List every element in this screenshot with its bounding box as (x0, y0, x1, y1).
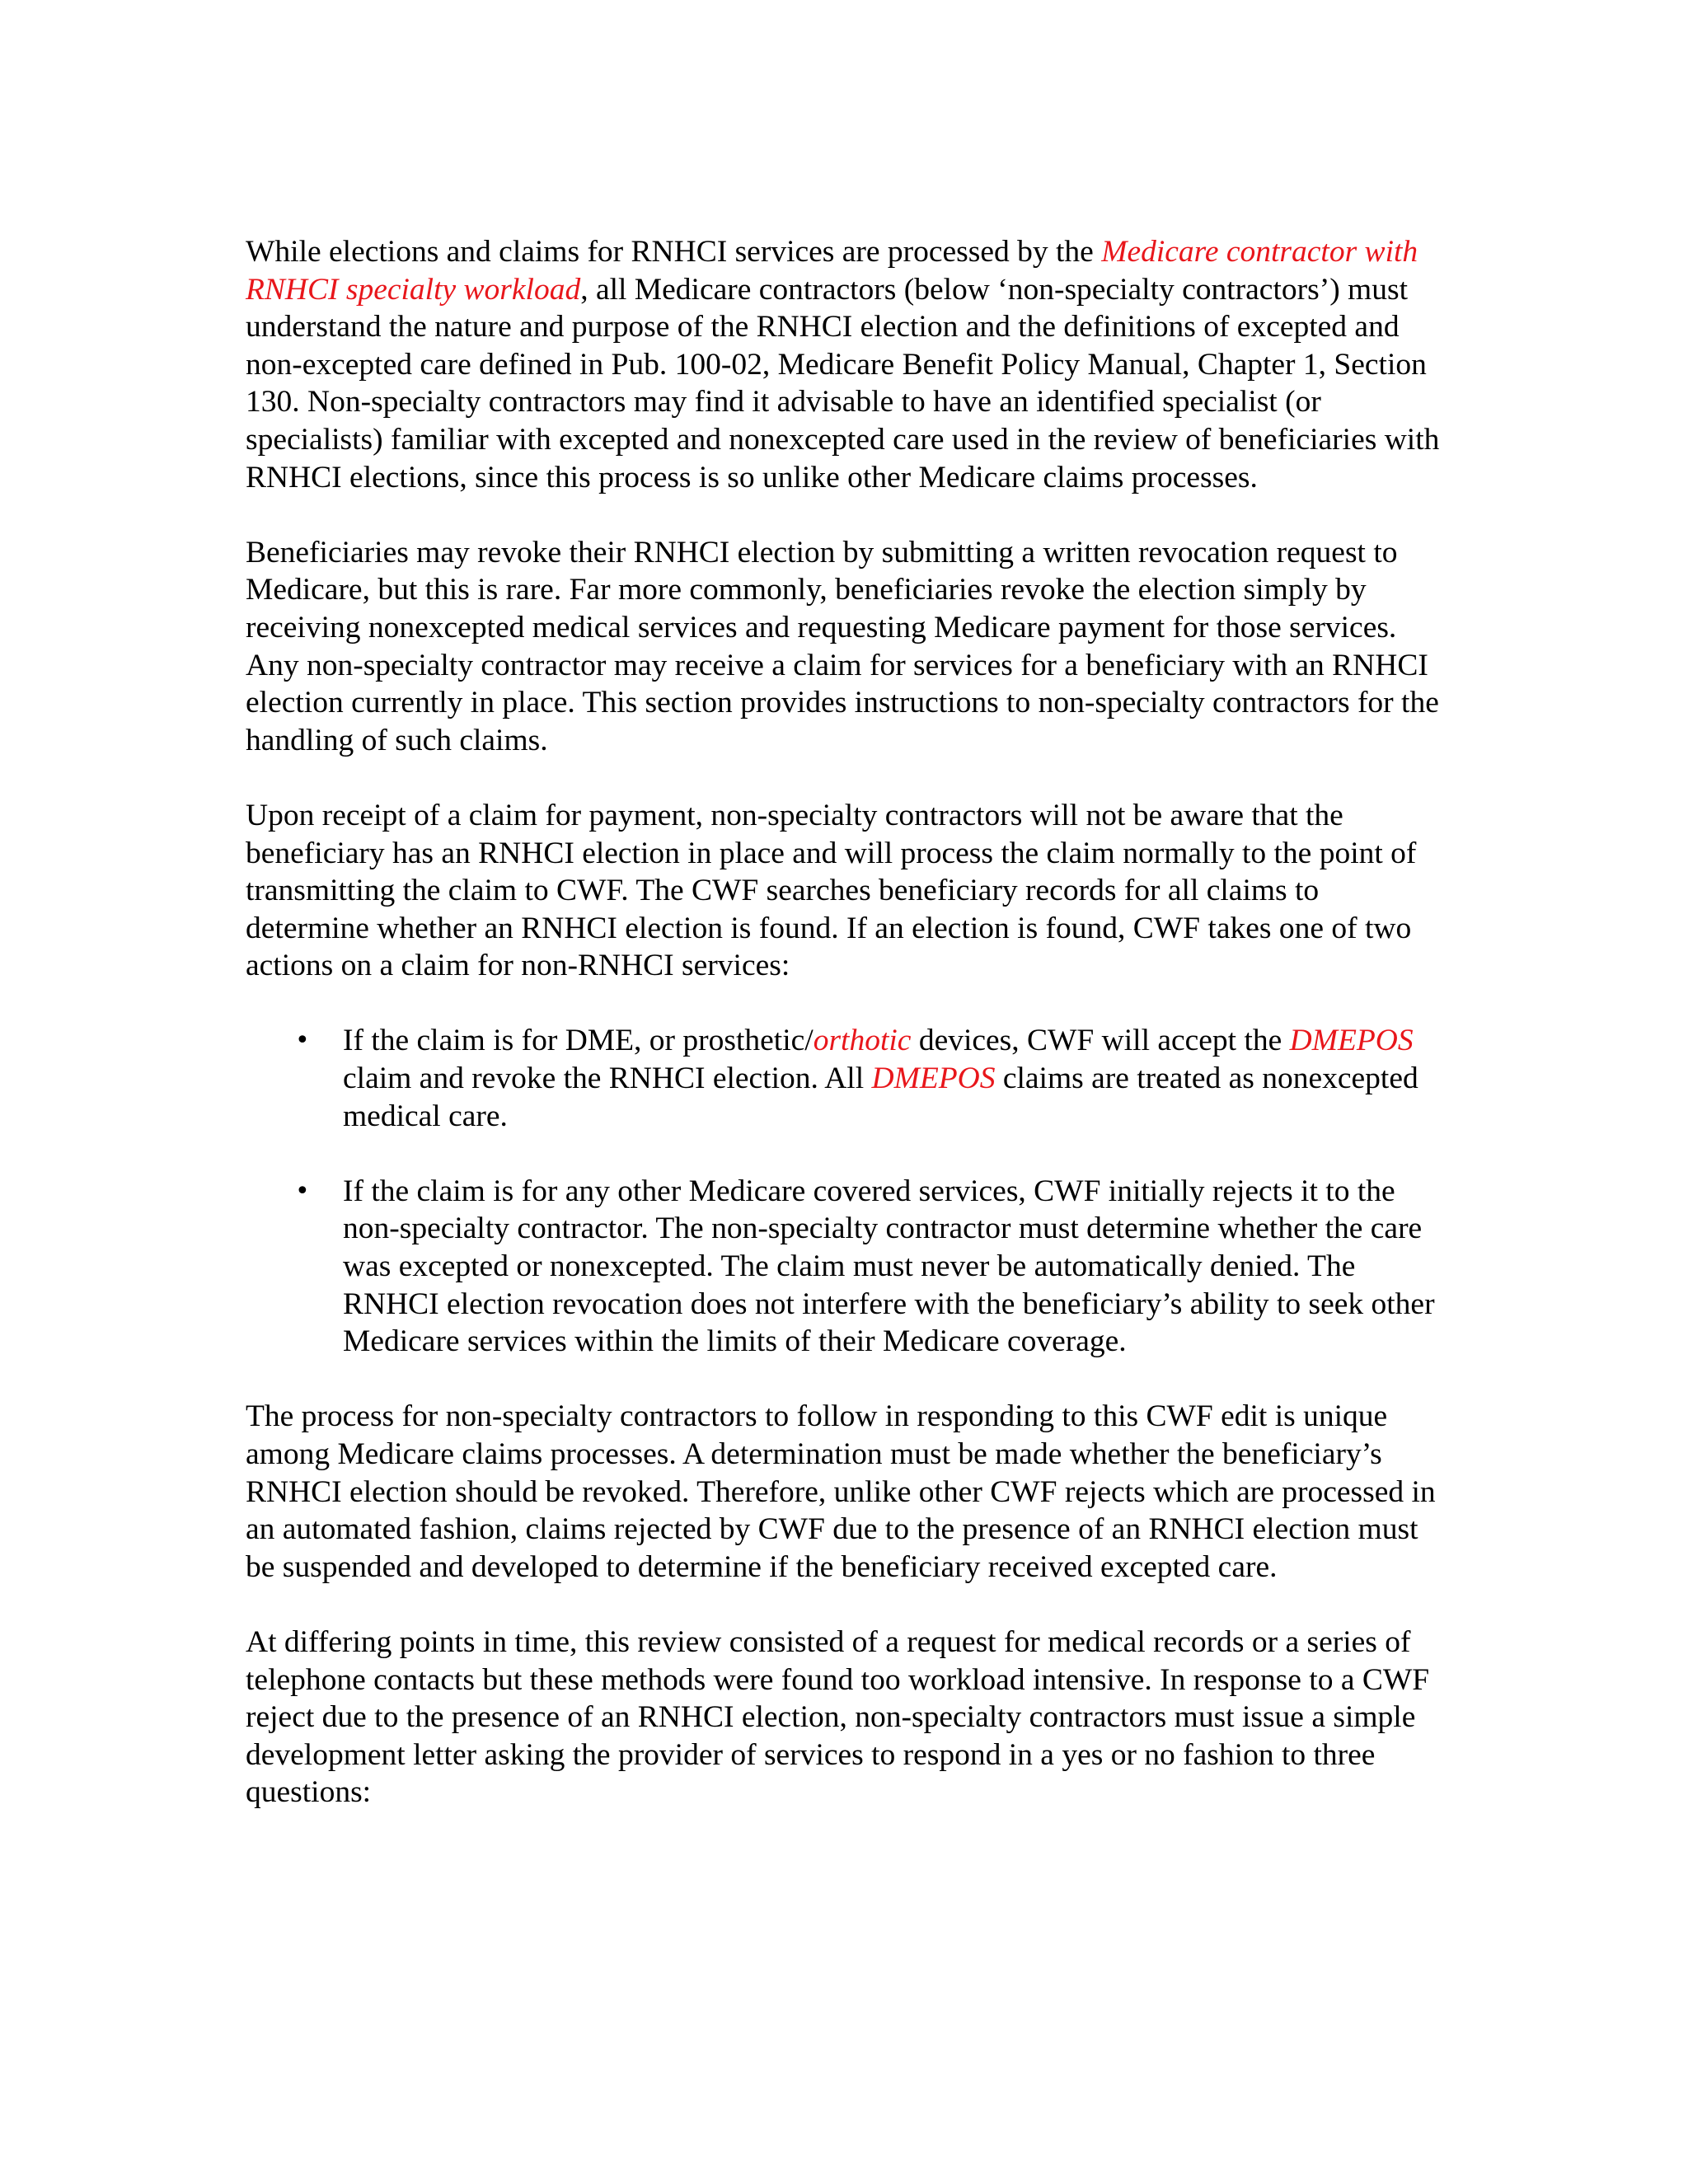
paragraph-cwf-edit-process: The process for non-specialty contractors to follow in responding to this CWF edit is unique among Medicare claims processes. A determination must be made whether the beneficiary’s RNHCI election should be revoked. Therefore, unlike other CWF rejects which are processed in an automated fashion, claims rejected by CWF due to the presence of an RNHCI election must be suspended and developed to determine if the beneficiary received excepted care. (246, 1399, 1436, 1584)
bullet-item-dmepos (246, 1022, 1441, 1135)
paragraph-development-letter: At differing points in time, this review consisted of a request for medical records or a series of telephone contacts but these methods were found too workload intensive. In response to a CWF reject due to the presence of an RNHCI election, non-specialty contractors must issue a simple development letter asking the provider of services to respond in a yes or no fashion to three questions: (246, 1624, 1430, 1810)
text-segment: claim and revoke the RNHCI election. All (343, 1062, 872, 1096)
highlight-contractor-name: Medicare contractor with RNHCI specialty workload (246, 235, 1418, 307)
highlight-dmepos: DMEPOS (1289, 1024, 1414, 1058)
bullet-item-other-services (246, 1173, 1441, 1361)
paragraph-rnhci-processing (246, 233, 1441, 496)
bullet-list (246, 1022, 1441, 1360)
highlight-orthotic: orthotic (813, 1024, 912, 1058)
highlight-dmepos: DMEPOS (871, 1062, 996, 1096)
document-page (246, 233, 1441, 1849)
bullet-dot-icon: • (295, 1176, 310, 1206)
paragraph-revocation: Beneficiaries may revoke their RNHCI election by submitting a written revocation request to Medicare, but this is rare. Far more commonly, beneficiaries revoke the election simply by receiving nonexcepted medical services and requesting Medicare payment for those services. Any non-specialty contractor may receive a claim for services for a beneficiary with an RNHCI election currently in place. This section provides instructions to non-specialty contractors for the handling of such claims. (246, 535, 1439, 757)
text-segment: If the claim is for DME, or prosthetic/ (343, 1024, 814, 1058)
paragraph-claim-receipt: Upon receipt of a claim for payment, non-specialty contractors will not be aware that the beneficiary has an RNHCI election in place and will process the claim normally to the point of transmitting the claim to CWF. The CWF searches beneficiary records for all claims to determine whether an RNHCI election is found. If an election is found, CWF takes one of two actions on a claim for non-RNHCI services: (246, 798, 1417, 983)
text-segment: If the claim is for any other Medicare covered services, CWF initially rejects it to the non-specialty contractor. The non-specialty contractor must determine whether the care was excepted or nonexcepted. The claim must never be automatically denied. The RNHCI election revocation does not interfere with the beneficiary’s ability to seek other Medicare services within the limits of their Medicare coverage. (343, 1174, 1435, 1359)
text-segment: While elections and claims for RNHCI services are processed by the (246, 235, 1102, 269)
bullet-dot-icon: • (295, 1026, 310, 1056)
text-segment: devices, CWF will accept the (911, 1024, 1290, 1058)
text-segment: , all Medicare contractors (below ‘non-specialty contractors’) must understand the nature and purpose of the RNHCI election and the definitions of excepted and non-excepted care defined in Pub. 100-02, Medicare Benefit Policy Manual, Chapter 1, Section 130. Non-specialty contractors may find it advisable to have an identified specialist (or specialists) familiar with excepted and nonexcepted care used in the review of beneficiaries with RNHCI elections, since this process is so unlike other Medicare claims processes. (246, 272, 1440, 494)
text-segment: claims are treated as nonexcepted medical care. (343, 1062, 1418, 1133)
